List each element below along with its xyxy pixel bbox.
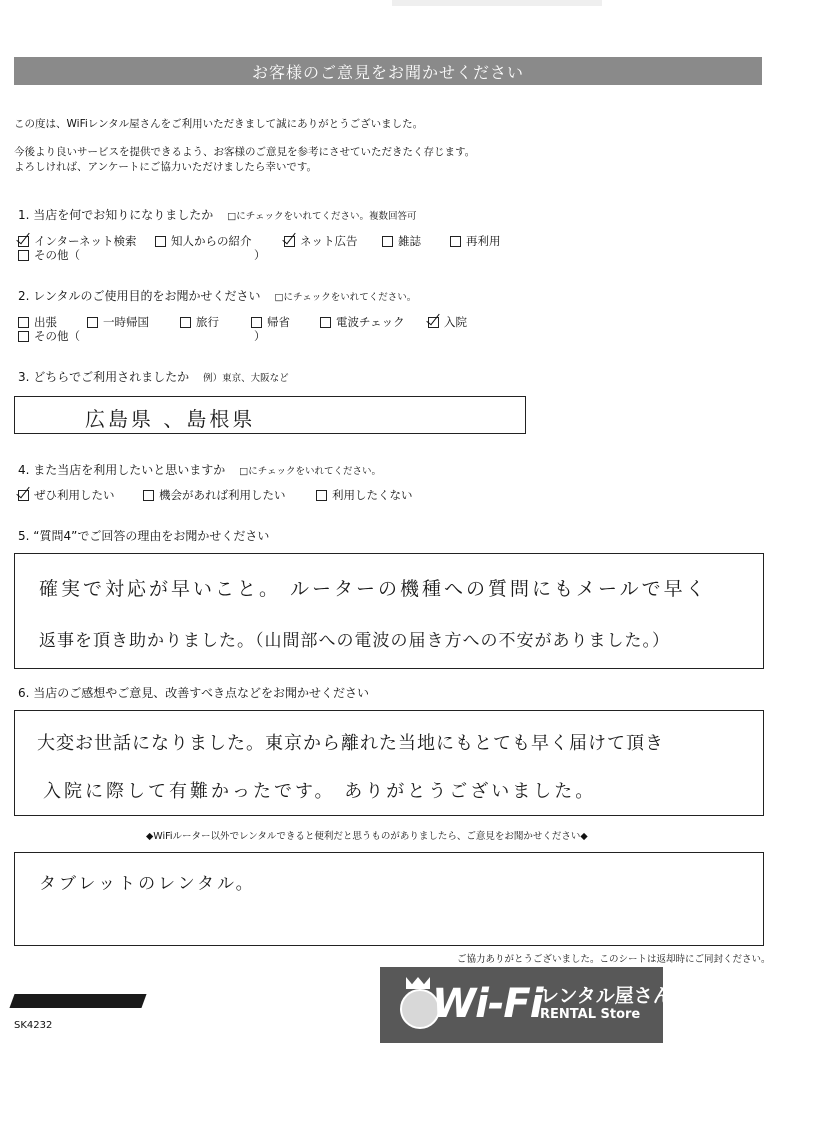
- question-6-title: 6. 当店のご感想やご意見、改善すべき点などをお聞かせください: [18, 686, 370, 700]
- q1-option-magazine[interactable]: [382, 233, 421, 249]
- thanks-note: ご協力ありがとうございました。このシートは返却時にご同封ください。: [457, 954, 771, 965]
- checkbox[interactable]: [87, 317, 98, 328]
- question-4: [18, 461, 381, 478]
- q5-answer-box[interactable]: [14, 553, 764, 669]
- q1-option-referral[interactable]: [155, 233, 252, 249]
- option-label: 利用したくない: [332, 488, 413, 502]
- question-4-title: 4. また当店を利用したいと思いますか: [18, 463, 226, 477]
- option-label: ネット広告: [300, 234, 358, 248]
- q4-option-if-chance[interactable]: [143, 487, 286, 503]
- option-label: 電波チェック: [336, 315, 405, 329]
- option-label: ぜひ利用したい: [34, 488, 115, 502]
- q5-handwritten-line-2: 返事を頂き助かりました。（山間部への電波の届き方への不安がありました。）: [39, 631, 670, 651]
- question-1: [18, 206, 416, 223]
- logo-japanese-text: レンタル屋さん: [540, 985, 672, 1007]
- option-label: その他（: [34, 329, 80, 343]
- q6-handwritten-line-1: 大変お世話になりました。東京から離れた当地にもとても早く届けて頂き: [37, 733, 664, 754]
- logo-english-text: RENTAL Store: [540, 1007, 641, 1022]
- checkbox[interactable]: [143, 490, 154, 501]
- option-label: 旅行: [196, 315, 219, 329]
- checkbox-checked[interactable]: [284, 236, 295, 247]
- page-title: お客様のご意見をお聞かせください: [14, 57, 762, 85]
- q5-handwritten-line-1: 確実で対応が早いこと。 ルーターの機種への質問にもメールで早く: [39, 578, 708, 600]
- question-3: [18, 368, 289, 385]
- q3-answer-box[interactable]: [14, 396, 526, 434]
- q2-other-close: ）: [254, 329, 266, 343]
- checkbox[interactable]: [18, 331, 29, 342]
- checkbox-checked[interactable]: [18, 236, 29, 247]
- q2-option-temporary-return[interactable]: [87, 314, 149, 330]
- option-label: 出張: [34, 315, 57, 329]
- q6-handwritten-line-2: 入院に際して有難かったです。 ありがとうございました。: [43, 781, 597, 802]
- q1-option-net-ad[interactable]: [284, 233, 358, 249]
- question-1-note: □にチェックをいれてください。複数回答可: [227, 211, 417, 222]
- q1-other-close: ）: [254, 248, 266, 262]
- q4-option-no[interactable]: [316, 487, 413, 503]
- q1-option-other[interactable]: [18, 247, 80, 263]
- intro-line-3: よろしければ、アンケートにご協力いただけましたら幸いです。: [14, 161, 318, 173]
- question-2-note: □にチェックをいれてください。: [274, 292, 417, 303]
- checkbox[interactable]: [450, 236, 461, 247]
- checkbox[interactable]: [382, 236, 393, 247]
- checkbox[interactable]: [320, 317, 331, 328]
- question-4-note: □にチェックをいれてください。: [239, 466, 381, 477]
- question-5-title: 5. “質問4”でご回答の理由をお聞かせください: [18, 529, 270, 543]
- option-label: 機会があれば利用したい: [159, 488, 286, 502]
- q2-option-signal-check[interactable]: [320, 314, 405, 330]
- checkbox-checked[interactable]: [428, 317, 439, 328]
- option-label: 一時帰国: [103, 315, 149, 329]
- q6-answer-box[interactable]: [14, 710, 764, 816]
- q2-option-travel[interactable]: [180, 314, 219, 330]
- checkbox-checked[interactable]: [18, 490, 29, 501]
- intro-line-2: 今後より良いサービスを提供できるよう、お客様のご意見を参考にさせていただきたく存じます。: [14, 146, 476, 158]
- question-1-title: 1. 当店を何でお知りになりましたか: [18, 208, 214, 222]
- checkbox[interactable]: [155, 236, 166, 247]
- question-3-title: 3. どちらでご利用されましたか: [18, 370, 190, 384]
- question-2: [18, 287, 416, 304]
- question-7-title: ◆WiFiルーター以外でレンタルできると便利だと思うものがありましたら、ご意見をお聞かせください◆: [146, 831, 588, 842]
- q1-option-reuse[interactable]: [450, 233, 501, 249]
- sheet-code: SK4232: [14, 1020, 53, 1031]
- q7-handwritten-answer: タブレットのレンタル。: [39, 874, 256, 894]
- checkbox[interactable]: [251, 317, 262, 328]
- question-2-title: 2. レンタルのご使用目的をお聞かせください: [18, 289, 261, 303]
- checkbox[interactable]: [18, 250, 29, 261]
- option-label: 再利用: [466, 234, 501, 248]
- q3-handwritten-answer: 広島県 、島根県: [85, 407, 256, 431]
- q2-option-other[interactable]: [18, 328, 80, 344]
- checkbox[interactable]: [180, 317, 191, 328]
- logo-wifi-text: Wi-Fi: [432, 981, 543, 1027]
- q4-option-definitely[interactable]: [18, 487, 115, 503]
- checkbox[interactable]: [316, 490, 327, 501]
- redacted-barcode: [9, 994, 146, 1008]
- option-label: インターネット検索: [34, 234, 137, 248]
- checkbox[interactable]: [18, 317, 29, 328]
- option-label: 雑誌: [398, 234, 421, 248]
- scan-artifact: [392, 0, 602, 6]
- wifi-rental-store-logo: [380, 967, 672, 1043]
- option-label: 帰省: [267, 315, 290, 329]
- crown-icon: [406, 977, 430, 989]
- option-label: 知人からの紹介: [171, 234, 252, 248]
- option-label: その他（: [34, 248, 80, 262]
- question-3-note: 例）東京、大阪など: [203, 373, 289, 384]
- option-label: 入院: [444, 315, 467, 329]
- q2-option-hospitalization[interactable]: [428, 314, 467, 330]
- intro-line-1: この度は、WiFiレンタル屋さんをご利用いただきまして誠にありがとうございました。: [14, 118, 424, 130]
- q7-answer-box[interactable]: [14, 852, 764, 946]
